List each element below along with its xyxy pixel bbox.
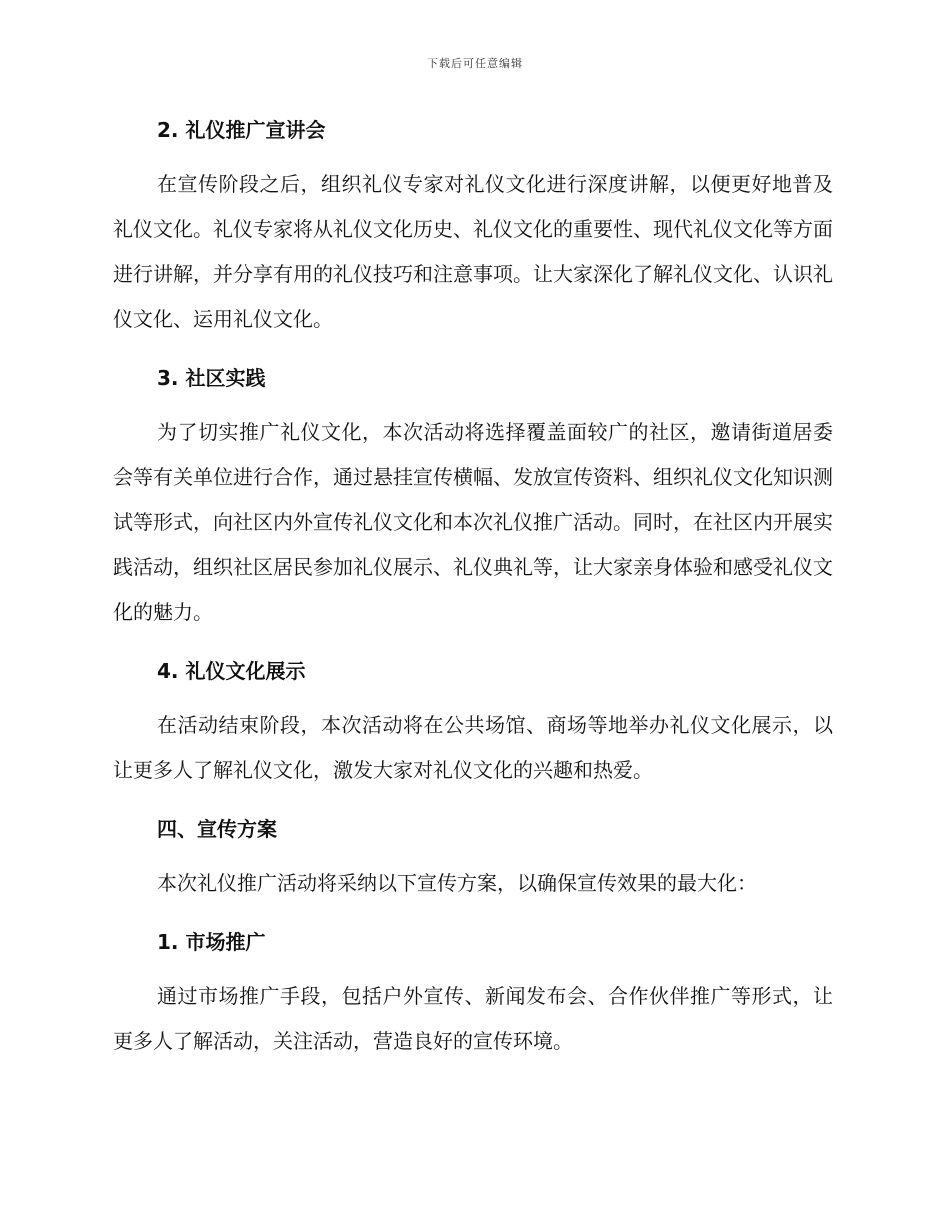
- section-paragraph: 为了切实推广礼仪文化，本次活动将选择覆盖面较广的社区，邀请街道居委会等有关单位进行合作，通过悬挂宣传横幅、发放宣传资料、组织礼仪文化知识测试等形式，向社区内外宣传礼仪文化和本次礼仪推广活动。同时，在社区内开展实践活动，组织社区居民参加礼仪展示、礼仪典礼等，让大家亲身体验和感受礼仪文化的魅力。: [113, 420, 833, 624]
- section-heading: 2. 礼仪推广宣讲会: [157, 118, 326, 142]
- section-heading: 3. 社区实践: [157, 366, 266, 390]
- section-paragraph: 通过市场推广手段，包括户外宣传、新闻发布会、合作伙伴推广等形式，让更多人了解活动，关注活动，营造良好的宣传环境。: [113, 984, 833, 1053]
- section-heading: 4. 礼仪文化展示: [157, 659, 306, 683]
- section-paragraph: 在活动结束阶段，本次活动将在公共场馆、商场等地举办礼仪文化展示，以让更多人了解礼仪文化，激发大家对礼仪文化的兴趣和热爱。: [113, 713, 833, 782]
- document-body: [113, 108, 833, 1064]
- section-heading: 四、宣传方案: [157, 817, 277, 841]
- section-paragraph: 本次礼仪推广活动将采纳以下宣传方案，以确保宣传效果的最大化：: [157, 871, 757, 895]
- section-heading: 1. 市场推广: [157, 930, 266, 954]
- section-paragraph: 在宣传阶段之后，组织礼仪专家对礼仪文化进行深度讲解，以便更好地普及礼仪文化。礼仪专家将从礼仪文化历史、礼仪文化的重要性、现代礼仪文化等方面进行讲解，并分享有用的礼仪技巧和注意事项。让大家深化了解礼仪文化、认识礼仪文化、运用礼仪文化。: [113, 172, 833, 331]
- header-note: 下载后可任意编辑: [427, 57, 523, 70]
